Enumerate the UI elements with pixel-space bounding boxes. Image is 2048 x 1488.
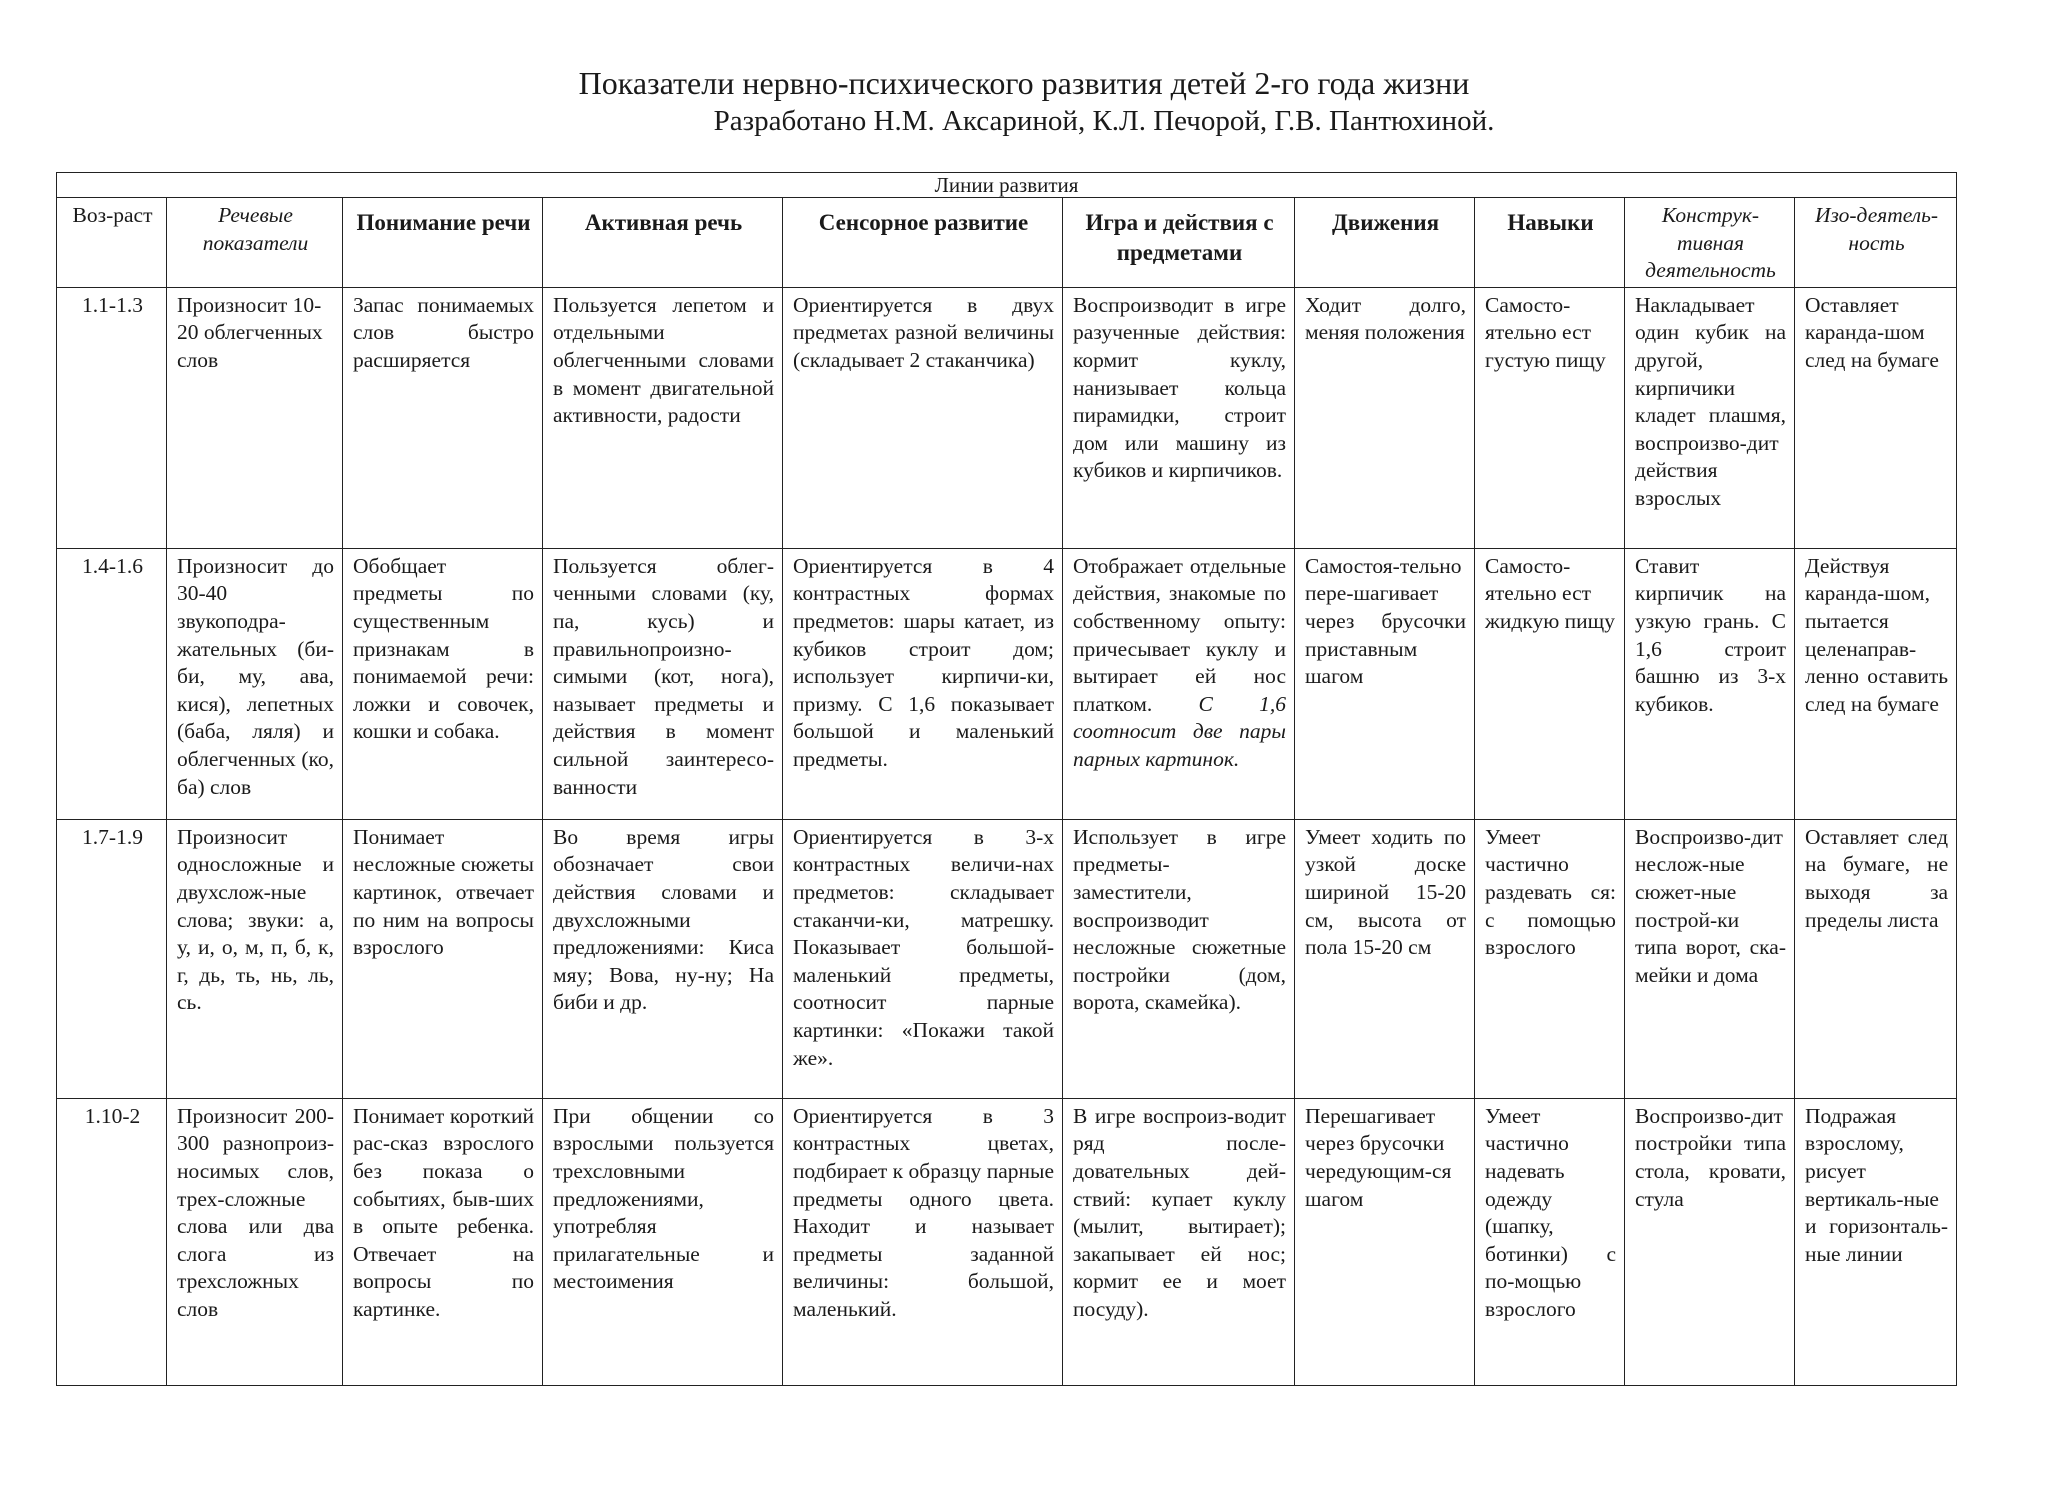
table-row [57, 819, 1957, 1098]
cell-speech: Произносит односложные и двухслож-ные слова; звуки: а, у, и, о, м, п, б, к, г, дь, ть, нь, ль, сь. [167, 819, 343, 1098]
cell-active: Пользуется облег-ченными словами (ку, па, кусь) и правильнопроизно-симыми (кот, нога), называет предметы и действия в момент сильной заинтересо-ванности [543, 548, 783, 819]
cell-play [1063, 1098, 1295, 1385]
cell-understanding: Понимает короткий рас-сказ взрослого без показа о событиях, быв-ших в опыте ребенка. Отвечает на вопросы по картинке. [343, 1098, 543, 1385]
cell-skills: Самосто-ятельно ест густую пищу [1475, 287, 1625, 548]
cell-construct: Воспроизво-дит неслож-ные сюжет-ные построй-ки типа ворот, ска-мейки и дома [1625, 819, 1795, 1098]
play-text: Отображает отдельные действия, знакомые по собственному опыту: причесывает куклу и вытирает ей нос платком. [1073, 553, 1286, 716]
development-table [56, 172, 1957, 1386]
cell-skills: Умеет частично надевать одежду (шапку, ботинки) с по-мощью взрослого [1475, 1098, 1625, 1385]
cell-movement: Самостоя-тельно пере-шагивает через брусочки приставным шагом [1295, 548, 1475, 819]
cell-art: Подражая взрослому, рисует вертикаль-ные и горизонталь-ные линии [1795, 1098, 1957, 1385]
table-row [57, 548, 1957, 819]
cell-age: 1.7-1.9 [57, 819, 167, 1098]
cell-art: Оставляет каранда-шом след на бумаге [1795, 287, 1957, 548]
header-active-speech: Активная речь [543, 198, 783, 288]
cell-understanding: Обобщает предметы по существенным признакам в понимаемой речи: ложки и совочек, кошки и собака. [343, 548, 543, 819]
cell-art: Оставляет след на бумаге, не выходя за пределы листа [1795, 819, 1957, 1098]
cell-active: Пользуется лепетом и отдельными облегченными словами в момент двигательной активности, радости [543, 287, 783, 548]
cell-movement: Перешагивает через брусочки чередующим-ся шагом [1295, 1098, 1475, 1385]
cell-movement: Умеет ходить по узкой доске шириной 15-20 см, высота от пола 15-20 см [1295, 819, 1475, 1098]
cell-age: 1.10-2 [57, 1098, 167, 1385]
cell-sensory: Ориентируется в 4 контрастных формах предметов: шары катает, из кубиков строит дом; использует кирпичи-ки, призму. С 1,6 показывает большой и маленький предметы. [783, 548, 1063, 819]
cell-art: Действуя каранда-шом, пытается целенаправ-ленно оставить след на бумаге [1795, 548, 1957, 819]
header-understanding: Понимание речи [343, 198, 543, 288]
header-play: Игра и действия с предметами [1063, 198, 1295, 288]
cell-play [1063, 819, 1295, 1098]
cell-understanding: Запас понимаемых слов быстро расширяется [343, 287, 543, 548]
document-title: Показатели нервно-психического развития детей 2-го года жизни [578, 65, 1470, 101]
group-header: Линии развития [57, 173, 1957, 198]
cell-understanding: Понимает несложные сюжеты картинок, отвечает по ним на вопросы взрослого [343, 819, 543, 1098]
cell-speech: Произносит 10-20 облегченных слов [167, 287, 343, 548]
header-movement: Движения [1295, 198, 1475, 288]
play-text: Использует в игре предметы-заместители, воспроизводит несложные сюжетные постройки (дом, ворота, скамейка). [1073, 824, 1286, 1015]
header-sensory: Сенсорное развитие [783, 198, 1063, 288]
play-text: В игре воспроиз-водит ряд после-довательных дей-ствий: купает куклу (мылит, вытирает); закапывает ей нос; кормит ее и моет посуду). [1073, 1103, 1286, 1321]
header-age: Воз-раст [57, 198, 167, 288]
cell-construct: Накладывает один кубик на другой, кирпичики кладет плашмя, воспроизво-дит действия взрослых [1625, 287, 1795, 548]
play-text: Воспроизводит в игре разученные действия: кормит куклу, нанизывает кольца пирамидки, строит дом или машину из кубиков и кирпичиков. [1073, 292, 1286, 483]
cell-age: 1.4-1.6 [57, 548, 167, 819]
header-art: Изо-деятель-ность [1795, 198, 1957, 288]
cell-construct: Воспроизво-дит постройки типа стола, кровати, стула [1625, 1098, 1795, 1385]
cell-age: 1.1-1.3 [57, 287, 167, 548]
play-italic-note: С 1,6 соотносит две пары парных картинок. [1073, 691, 1287, 771]
cell-movement: Ходит долго, меняя положения [1295, 287, 1475, 548]
cell-speech: Произносит до 30-40 звукоподра-жательных (би-би, му, ава, кися), лепетных (баба, ляля) и облегченных (ко, ба) слов [167, 548, 343, 819]
table-row [57, 1098, 1957, 1385]
cell-active: При общении со взрослыми пользуется трехсловными предложениями, употребляя прилагательные и местоимения [543, 1098, 783, 1385]
header-constructive: Конструк-тивная деятельность [1625, 198, 1795, 288]
cell-play [1063, 548, 1295, 819]
document-subtitle: Разработано Н.М. Аксариной, К.Л. Печорой, Г.В. Пантюхиной. [713, 105, 1495, 137]
table-row [57, 287, 1957, 548]
header-skills: Навыки [1475, 198, 1625, 288]
cell-skills: Самосто-ятельно ест жидкую пищу [1475, 548, 1625, 819]
cell-sensory: Ориентируется в 3-х контрастных величи-нах предметов: складывает стаканчи-ки, матрешку. Показывает большой-маленький предметы, соотносит парные картинки: «Покажи такой же». [783, 819, 1063, 1098]
cell-sensory: Ориентируется в 3 контрастных цветах, подбирает к образцу парные предметы одного цвета. Находит и называет предметы заданной величины: большой, маленький. [783, 1098, 1063, 1385]
cell-construct: Ставит кирпичик на узкую грань. С 1,6 строит башню из 3-х кубиков. [1625, 548, 1795, 819]
header-speech-indicators: Речевые показатели [167, 198, 343, 288]
cell-active: Во время игры обозначает свои действия словами и двухсложными предложениями: Киса мяу; Вова, ну-ну; На биби и др. [543, 819, 783, 1098]
cell-skills: Умеет частично раздевать ся: с помощью взрослого [1475, 819, 1625, 1098]
cell-speech: Произносит 200-300 разнопроиз-носимых слов, трех-сложные слова или два слога из трехсложных слов [167, 1098, 343, 1385]
cell-play [1063, 287, 1295, 548]
cell-sensory: Ориентируется в двух предметах разной величины (складывает 2 стаканчика) [783, 287, 1063, 548]
